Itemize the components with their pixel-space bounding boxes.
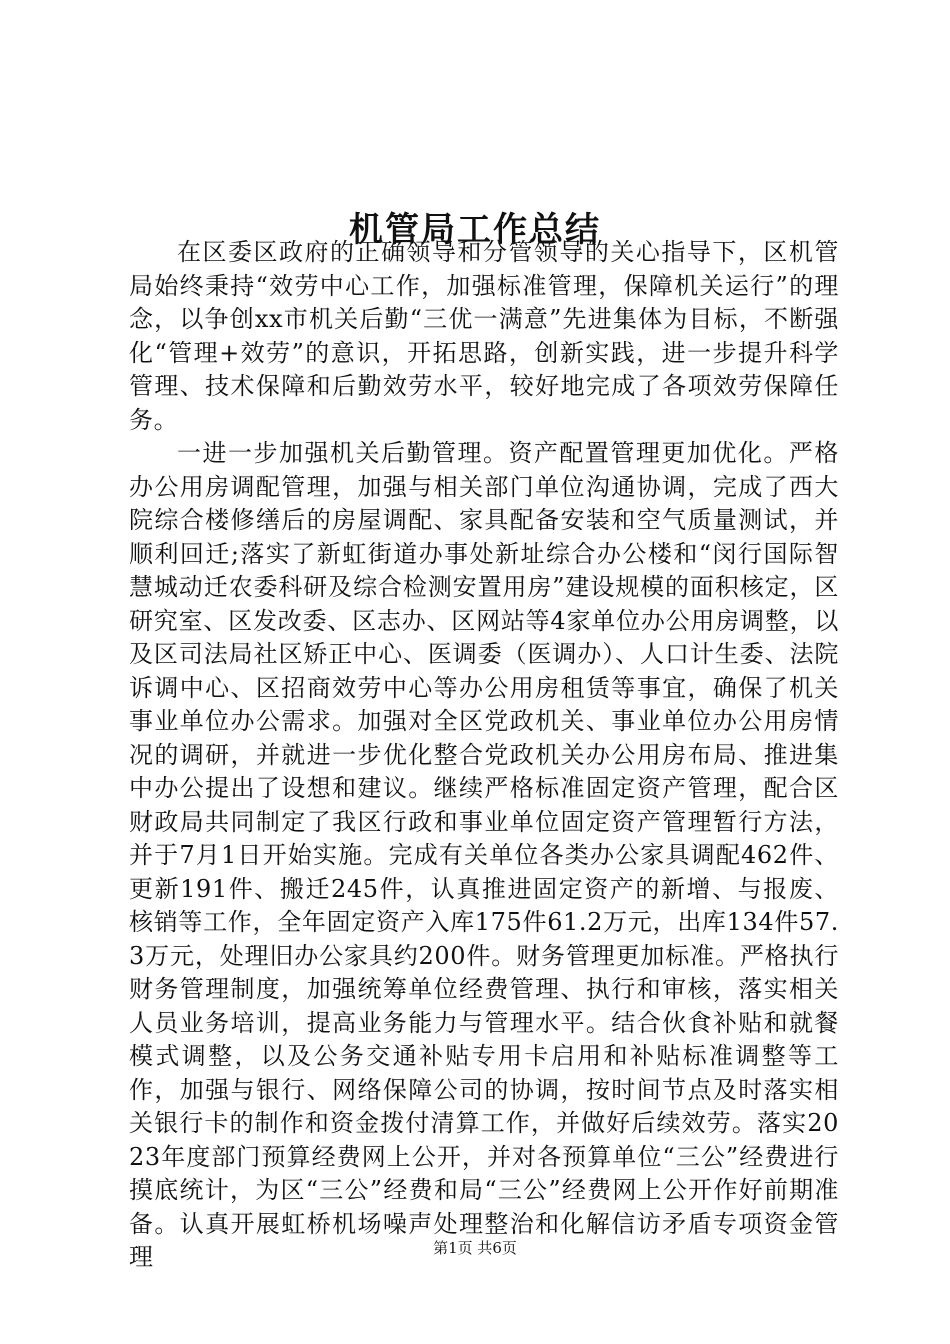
paragraph-management: 一进一步加强机关后勤管理。资产配置管理更加优化。严格办公用房调配管理，加强与相关部门单位沟通协调，完成了西大院综合楼修缮后的房屋调配、家具配备安装和空气质量测试，并顺利回迁;落实了新虹街道办事处新址综合办公楼和“闵行国际智慧城动迁农委科研及综合检测安置用房”建设规模的面积核定，区研究室、区发改委、区志办、区网站等4家单位办公用房调整，以及区司法局社区矫正中心、医调委（医调办）、人口计生委、法院诉调中心、区招商效劳中心等办公用房租赁等事宜，确保了机关事业单位办公需求。加强对全区党政机关、事业单位办公用房情况的调研，并就进一步优化整合党政机关办公用房布局、推进集中办公提出了设想和建议。继续严格标准固定资产管理，配合区财政局共同制定了我区行政和事业单位固定资产管理暂行方法，并于7月1日开始实施。完成有关单位各类办公家具调配462件、更新191件、搬迁245件，认真推进固定资产的新增、与报废、核销等工作，全年固定资产入库175件61.2万元，出库134件57.3万元，处理旧办公家具约200件。财务管理更加标准。严格执行财务管理制度，加强统筹单位经费管理、执行和审核，落实相关人员业务培训，提高业务能力与管理水平。结合伙食补贴和就餐模式调整，以及公务交通补贴专用卡启用和补贴标准调整等工作，加强与银行、网络保障公司的协调，按时间节点及时落实相关银行卡的制作和资金拨付清算工作，并做好后续效劳。落实2023年度部门预算经费网上公开，并对各预算单位“三公”经费进行摸底统计，为区“三公”经费和局“三公”经费网上公开作好前期准备。认真开展虹桥机场噪声处理整治和化解信访矛盾专项资金管理 — [129, 439, 839, 1271]
page-indicator: 第1页 共6页 — [433, 1239, 517, 1257]
document-body — [129, 236, 839, 1275]
document-title: 机管局工作总结 — [349, 209, 601, 250]
paragraph-intro: 在区委区政府的正确领导和分管领导的关心指导下，区机管局始终秉持“效劳中心工作，加强标准管理，保障机关运行”的理念，以争创xx市机关后勤“三优一满意”先进集体为目标，不断强化“管理+效劳”的意识，开拓思路，创新实践，进一步提升科学管理、技术保障和后勤效劳水平，较好地完成了各项效劳保障任务。 — [129, 238, 839, 434]
